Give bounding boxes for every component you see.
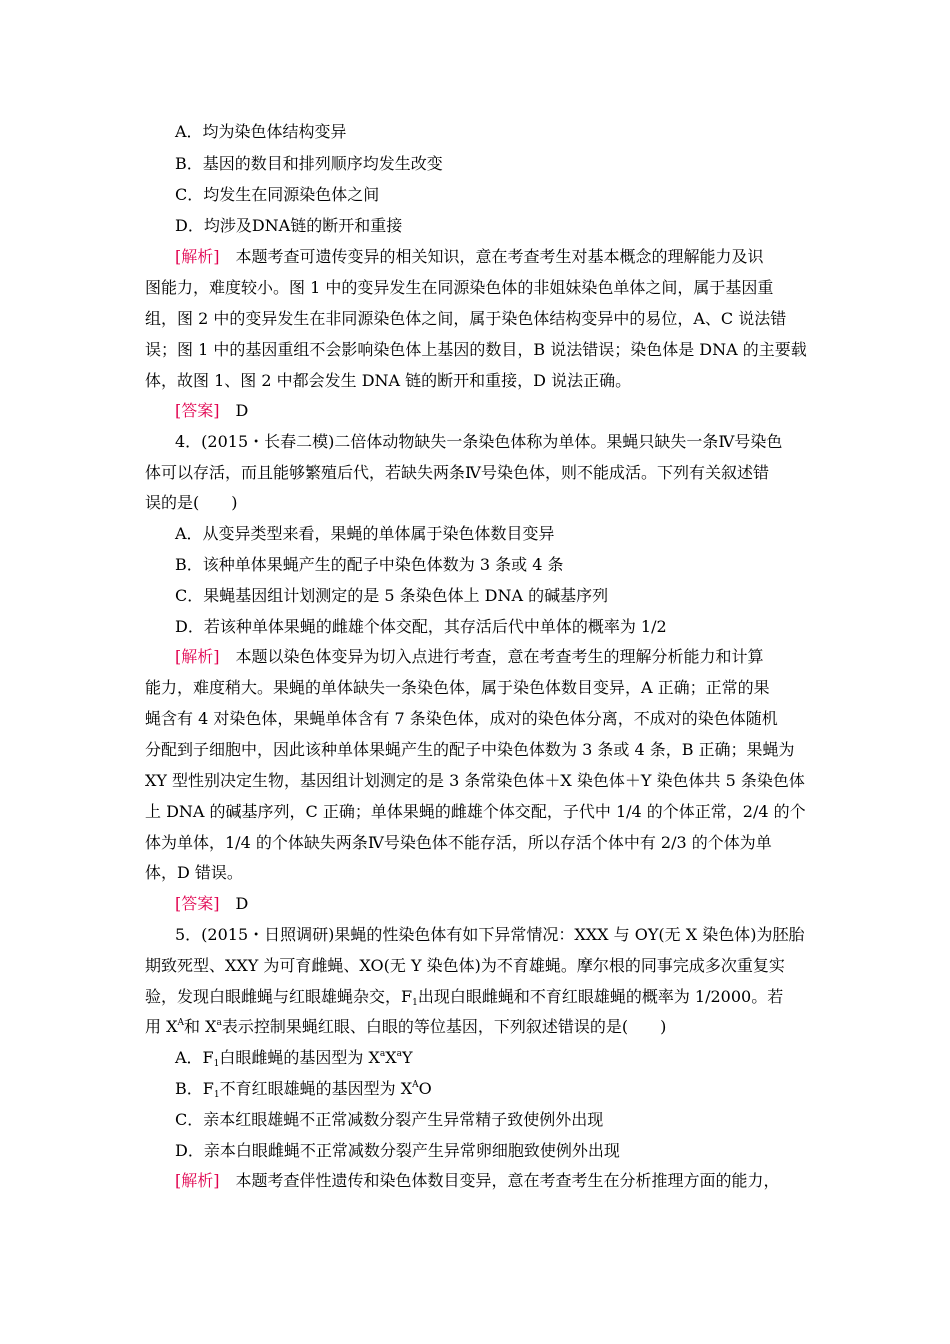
q3-analysis-line-1: [解析] 本题考查可遗传变异的相关知识，意在考查考生对基本概念的理解能力及识: [175, 247, 764, 266]
q5-analysis-line-1: [解析] 本题考查伴性遗传和染色体数目变异，意在考查考生在分析推理方面的能力，: [175, 1171, 780, 1190]
q3-option-d: D．均涉及DNA链的断开和重接: [175, 216, 403, 235]
q4-analysis-line-3: 蝇含有 4 对染色体，果蝇单体含有 7 条染色体，成对的染色体分离，不成对的染色体随机: [145, 709, 778, 728]
q4-option-a: A．从变异类型来看，果蝇的单体属于染色体数目变异: [175, 524, 555, 543]
q5-stem-line-3: 验，发现白眼雌蝇与红眼雄蝇杂交，$F_1$出现白眼雌蝇和不育红眼雄蝇的概率为 1/2000。若: [145, 987, 784, 1008]
q3-option-b: B．基因的数目和排列顺序均发生改变: [175, 154, 443, 173]
q3-analysis-line-3: 组，图 2 中的变异发生在非同源染色体之间，属于染色体结构变异中的易位，A、C 说法错: [145, 309, 787, 328]
q3-option-c: C．均发生在同源染色体之间: [175, 185, 380, 204]
q5-option-b: B．$F_1$不育红眼雄蝇的基因型为 $X^AO$: [175, 1079, 432, 1100]
q5-stem-line-4: 用 $X^A$和 $X^a$表示控制果蝇红眼、白眼的等位基因，下列叙述错误的是( ): [145, 1017, 667, 1036]
q4-analysis-line-6: 上 DNA 的碱基序列，C 正确；单体果蝇的雌雄个体交配，子代中 1/4 的个体正常，2/4 的个: [145, 802, 806, 821]
q4-analysis-line-4: 分配到子细胞中，因此该种单体果蝇产生的配子中染色体数为 3 条或 4 条，B 正确；果蝇为: [145, 740, 795, 759]
q4-analysis-line-5: XY 型性别决定生物，基因组计划测定的是 3 条常染色体＋X 染色体＋Y 染色体共 5 条染色体: [145, 771, 805, 790]
analysis-label: [解析]: [175, 247, 220, 266]
q4-analysis-line-2: 能力，难度稍大。果蝇的单体缺失一条染色体，属于染色体数目变异，A 正确；正常的果: [145, 678, 770, 697]
q5-option-c: C．亲本红眼雄蝇不正常减数分裂产生异常精子致使例外出现: [175, 1110, 604, 1129]
q3-analysis-line-5: 体，故图 1、图 2 中都会发生 DNA 链的断开和重接，D 说法正确。: [145, 371, 632, 390]
answer-label: [答案]: [175, 894, 220, 913]
q4-analysis-line-1: [解析] 本题以染色体变异为切入点进行考查，意在考查考生的理解分析能力和计算: [175, 647, 764, 666]
q4-answer: [答案] D: [175, 894, 249, 913]
q4-option-d: D．若该种单体果蝇的雌雄个体交配，其存活后代中单体的概率为 1/2: [175, 617, 667, 636]
q5-stem-line-1: 5．(2015・日照调研)果蝇的性染色体有如下异常情况：XXX 与 OY(无 X 染色体)为胚胎: [175, 925, 805, 944]
q4-stem-line-1: 4．(2015・长春二模)二倍体动物缺失一条染色体称为单体。果蝇只缺失一条Ⅳ号染色: [175, 432, 783, 451]
q4-option-b: B．该种单体果蝇产生的配子中染色体数为 3 条或 4 条: [175, 555, 564, 574]
q4-option-c: C．果蝇基因组计划测定的是 5 条染色体上 DNA 的碱基序列: [175, 586, 609, 605]
analysis-label: [解析]: [175, 647, 220, 666]
q5-option-a: A．$F_1$白眼雌蝇的基因型为 $X^aX^aY$: [175, 1048, 413, 1069]
q3-analysis-line-2: 图能力，难度较小。图 1 中的变异发生在同源染色体的非姐妹染色单体之间，属于基因重: [145, 278, 774, 297]
q4-stem-line-2: 体可以存活，而且能够繁殖后代，若缺失两条Ⅳ号染色体，则不能成活。下列有关叙述错: [145, 463, 769, 482]
q5-stem-line-2: 期致死型、XXY 为可育雌蝇、XO(无 Y 染色体)为不育雄蝇。摩尔根的同事完成多次重复实: [145, 956, 785, 975]
q4-analysis-line-7: 体为单体，1/4 的个体缺失两条Ⅳ号染色体不能存活，所以存活个体中有 2/3 的个体为单: [145, 833, 772, 852]
q5-option-d: D．亲本白眼雌蝇不正常减数分裂产生异常卵细胞致使例外出现: [175, 1141, 620, 1160]
q3-analysis-line-4: 误；图 1 中的基因重组不会影响染色体上基因的数目，B 说法错误；染色体是 DNA 的主要载: [145, 340, 807, 359]
q3-answer: [答案] D: [175, 401, 249, 420]
q4-stem-line-3: 误的是( ): [145, 493, 238, 512]
q4-analysis-line-8: 体，D 错误。: [145, 863, 243, 882]
analysis-label: [解析]: [175, 1171, 220, 1190]
q3-option-a: A．均为染色体结构变异: [175, 122, 347, 141]
answer-label: [答案]: [175, 401, 220, 420]
